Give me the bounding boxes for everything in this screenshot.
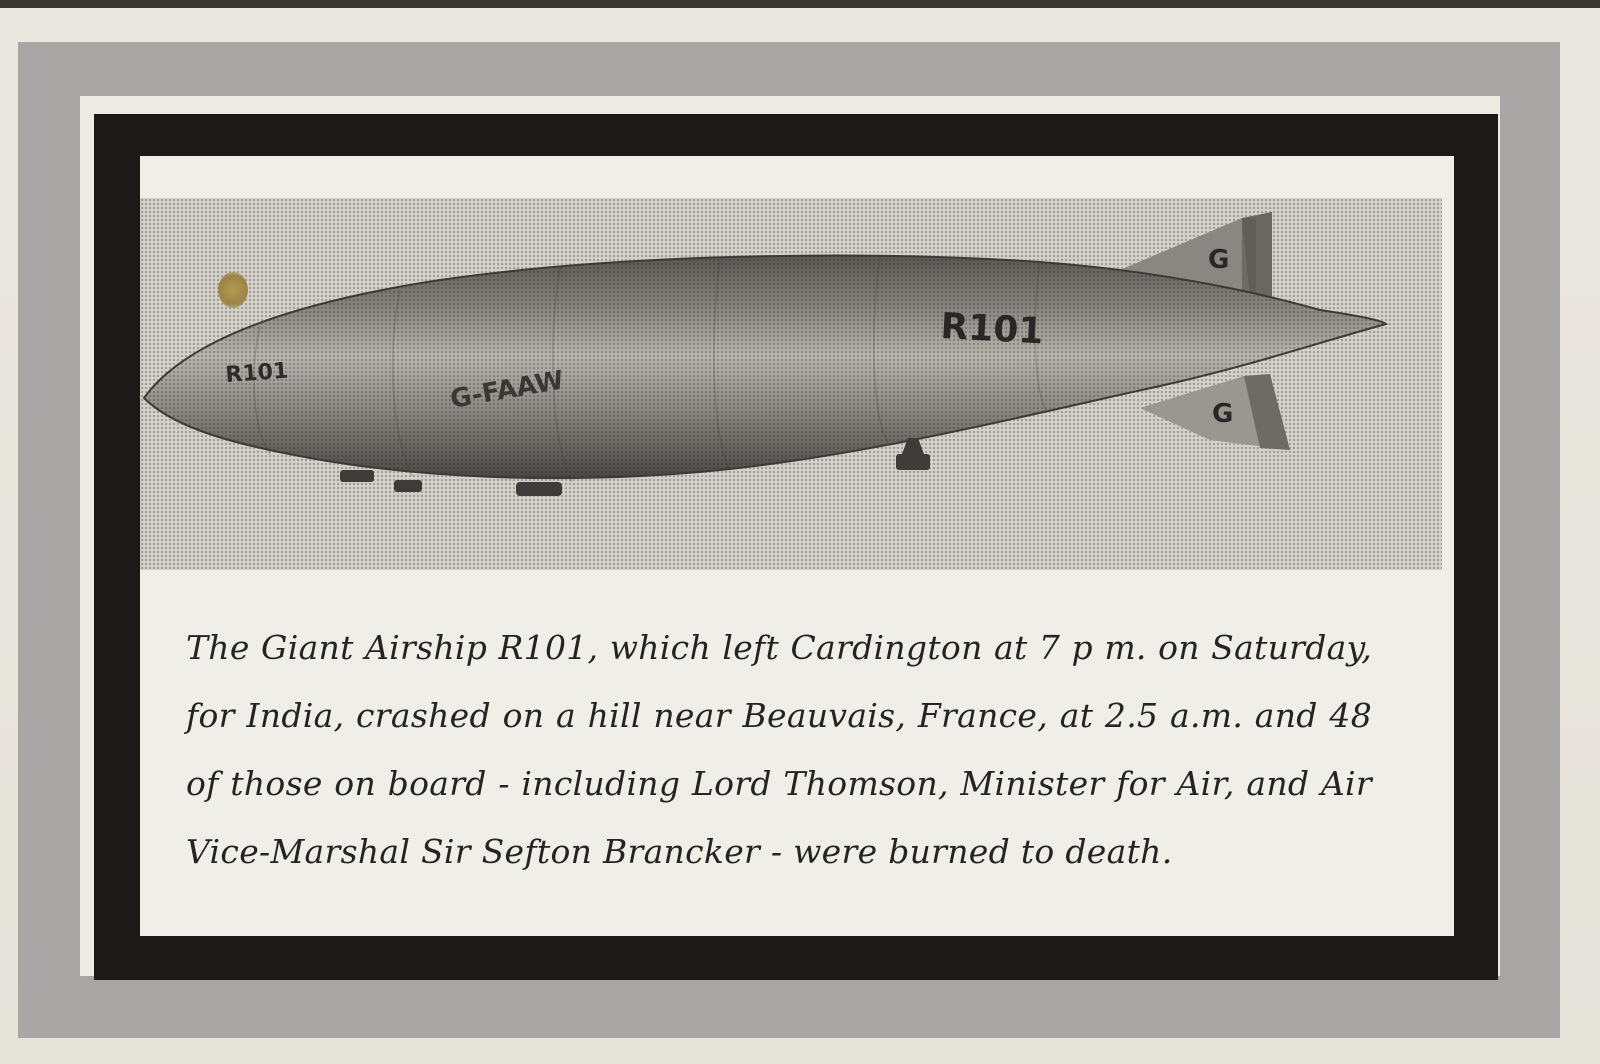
airship-name-marking: R101 [939,306,1045,353]
lower-fin-marking: G [1212,399,1234,429]
top-edge [0,0,1600,8]
airship-photo [140,198,1442,570]
nose-marking: R101 [224,358,290,388]
upper-fin-marking: G [1208,245,1230,275]
foxing-stain [218,272,248,308]
airship-illustration [140,198,1442,570]
registration-marking: G-FAAW [448,365,567,415]
caption-text: The Giant Airship R101, which left Cardington at 7 p m. on Saturday, for India, crashed on a hill near Beauvais, France, at 2.5 a.m. and 48 of those on board - including Lord Thomson, Minister for Air, and Air Vice-Marshal Sir Sefton Brancker - were burned to death. [186,628,1372,871]
